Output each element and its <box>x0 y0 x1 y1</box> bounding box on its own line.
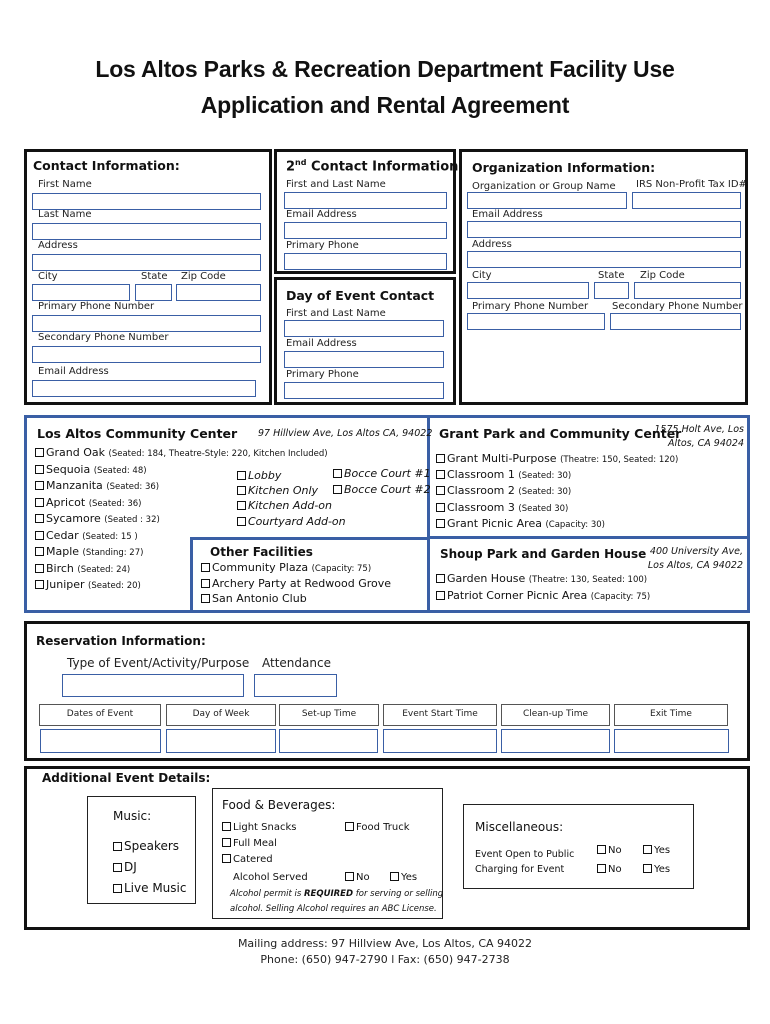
second-contact-phone-field[interactable] <box>284 253 447 270</box>
reservation-input-field[interactable] <box>166 729 276 753</box>
first-name-field[interactable] <box>32 193 261 210</box>
org-secondary-phone-label: Secondary Phone Number <box>612 301 743 312</box>
shoup-room-option[interactable]: Garden House (Theatre: 130, Seated: 100) <box>436 572 647 585</box>
day-contact-phone-label: Primary Phone <box>286 369 359 380</box>
org-primary-phone-field[interactable] <box>467 313 605 330</box>
other-facility-option[interactable]: San Antonio Club <box>201 592 307 605</box>
lacc-room-option[interactable]: Apricot (Seated: 36) <box>35 496 142 509</box>
secondary-phone-field[interactable] <box>32 346 261 363</box>
irs-field[interactable] <box>632 192 741 209</box>
checkbox-icon <box>436 503 445 512</box>
speakers-option[interactable]: Speakers <box>113 839 179 853</box>
org-email-field[interactable] <box>467 221 741 238</box>
food-label: Food & Beverages: <box>222 798 336 812</box>
reservation-column-header: Event Start Time <box>383 704 497 726</box>
checkbox-icon <box>35 564 44 573</box>
event-type-field[interactable] <box>62 674 244 697</box>
checkbox-icon <box>35 481 44 490</box>
checkbox-icon <box>113 863 122 872</box>
reservation-input-field[interactable] <box>614 729 729 753</box>
checkbox-icon <box>35 514 44 523</box>
checkbox-icon <box>436 486 445 495</box>
attendance-field[interactable] <box>254 674 337 697</box>
checkbox-icon <box>222 854 231 863</box>
checkbox-icon <box>201 579 210 588</box>
day-contact-name-label: First and Last Name <box>286 308 386 319</box>
checkbox-icon <box>597 845 606 854</box>
lacc-room-option[interactable]: Sequoia (Seated: 48) <box>35 463 147 476</box>
org-city-field[interactable] <box>467 282 589 299</box>
reservation-input-field[interactable] <box>383 729 497 753</box>
lacc-address: 97 Hillview Ave, Los Altos CA, 94022 <box>258 428 433 439</box>
other-facility-option[interactable]: Community Plaza (Capacity: 75) <box>201 561 371 574</box>
reservation-input-field[interactable] <box>501 729 610 753</box>
org-address-field[interactable] <box>467 251 741 268</box>
lacc-room-option[interactable]: Cedar (Seated: 15 ) <box>35 529 138 542</box>
primary-phone-field[interactable] <box>32 315 261 332</box>
org-name-field[interactable] <box>467 192 627 209</box>
second-contact-email-label: Email Address <box>286 209 357 220</box>
day-contact-email-label: Email Address <box>286 338 357 349</box>
checkbox-icon <box>237 471 246 480</box>
event-type-label: Type of Event/Activity/Purpose <box>67 656 250 670</box>
checkbox-icon <box>237 517 246 526</box>
org-zip-label: Zip Code <box>640 270 685 281</box>
public-yes-option[interactable]: Yes <box>643 845 670 856</box>
checkbox-icon <box>35 547 44 556</box>
checkbox-icon <box>333 485 342 494</box>
phone-fax: Phone: (650) 947-2790 l Fax: (650) 947-2738 <box>260 953 510 966</box>
grant-heading: Grant Park and Community Center <box>439 426 682 441</box>
music-label: Music: <box>113 809 152 823</box>
bocce-court-1-option[interactable]: Bocce Court #1 <box>333 467 431 480</box>
zip-field[interactable] <box>176 284 261 301</box>
kitchen-addon-option[interactable]: Kitchen Add-on <box>237 499 332 512</box>
org-city-label: City <box>472 270 492 281</box>
reservation-column-header: Dates of Event <box>39 704 161 726</box>
alcohol-note-line2: alcohol. Selling Alcohol requires an ABC License. <box>230 904 437 914</box>
lacc-room-option[interactable]: Birch (Seated: 24) <box>35 562 130 575</box>
city-field[interactable] <box>32 284 130 301</box>
checkbox-icon <box>35 580 44 589</box>
irs-label: IRS Non-Profit Tax ID# <box>636 179 747 190</box>
shoup-room-option[interactable]: Patriot Corner Picnic Area (Capacity: 75) <box>436 589 650 602</box>
checkbox-icon <box>222 838 231 847</box>
day-of-event-heading: Day of Event Contact <box>286 288 435 303</box>
other-facilities-heading: Other Facilities <box>210 545 313 559</box>
checkbox-icon <box>35 465 44 474</box>
alcohol-yes-option[interactable]: Yes <box>390 872 417 883</box>
checkbox-icon <box>333 469 342 478</box>
last-name-label: Last Name <box>38 209 92 220</box>
public-no-option[interactable]: No <box>597 845 622 856</box>
lacc-room-option[interactable]: Grand Oak (Seated: 184, Theatre-Style: 220, Kitchen Included) <box>35 446 328 459</box>
dj-option[interactable]: DJ <box>113 860 137 874</box>
contact-info-heading: Contact Information: <box>33 158 180 173</box>
reservation-input-field[interactable] <box>40 729 161 753</box>
full-meal-option[interactable]: Full Meal <box>222 838 277 849</box>
org-address-label: Address <box>472 239 512 250</box>
reservation-heading: Reservation Information: <box>36 634 206 648</box>
grant-room-option[interactable]: Classroom 2 (Seated: 30) <box>436 484 571 497</box>
second-contact-name-field[interactable] <box>284 192 447 209</box>
day-contact-phone-field[interactable] <box>284 382 444 399</box>
lobby-option[interactable]: Lobby <box>237 469 281 482</box>
zip-label: Zip Code <box>181 271 226 282</box>
lacc-room-option[interactable]: Juniper (Seated: 20) <box>35 578 141 591</box>
checkbox-icon <box>237 501 246 510</box>
reservation-column-header: Exit Time <box>614 704 728 726</box>
mailing-address: Mailing address: 97 Hillview Ave, Los Altos, CA 94022 <box>237 937 533 950</box>
checkbox-icon <box>35 498 44 507</box>
checkbox-icon <box>201 594 210 603</box>
second-contact-heading: 2nd Contact Information <box>286 158 459 175</box>
org-secondary-phone-field[interactable] <box>610 313 741 330</box>
email-field[interactable] <box>32 380 256 397</box>
primary-phone-label: Primary Phone Number <box>38 301 155 312</box>
reservation-column-header: Clean-up Time <box>501 704 610 726</box>
additional-heading: Additional Event Details: <box>42 771 211 785</box>
checkbox-icon <box>390 872 399 881</box>
reservation-column-header: Set-up Time <box>279 704 379 726</box>
grant-room-option[interactable]: Grant Multi-Purpose (Theatre: 150, Seated: 120) <box>436 452 678 465</box>
alcohol-note: Alcohol permit is REQUIRED for serving or selling <box>230 889 444 899</box>
attendance-label: Attendance <box>262 656 331 670</box>
checkbox-icon <box>345 872 354 881</box>
lacc-room-option[interactable]: Sycamore (Seated : 32) <box>35 512 160 525</box>
organization-heading: Organization Information: <box>472 160 656 175</box>
org-zip-field[interactable] <box>634 282 741 299</box>
shoup-heading: Shoup Park and Garden House <box>440 547 647 561</box>
grant-room-option[interactable]: Classroom 1 (Seated: 30) <box>436 468 571 481</box>
address-label: Address <box>38 240 78 251</box>
open-to-public-label: Event Open to Public <box>475 849 575 860</box>
checkbox-icon <box>436 574 445 583</box>
courtyard-addon-option[interactable]: Courtyard Add-on <box>237 515 346 528</box>
org-state-label: State <box>598 270 625 281</box>
checkbox-icon <box>436 519 445 528</box>
grant-address: 1575 Holt Ave, Los Altos, CA 94024 <box>654 424 744 449</box>
checkbox-icon <box>436 454 445 463</box>
charging-no-option[interactable]: No <box>597 864 622 875</box>
page-title: Los Altos Parks & Recreation Department Facility Use <box>95 56 675 82</box>
checkbox-icon <box>643 864 652 873</box>
checkbox-icon <box>35 448 44 457</box>
second-contact-email-field[interactable] <box>284 222 447 239</box>
reservation-input-field[interactable] <box>279 729 378 753</box>
page-subtitle: Application and Rental Agreement <box>200 92 570 118</box>
grant-room-option[interactable]: Classroom 3 (Seated 30) <box>436 501 568 514</box>
day-contact-name-field[interactable] <box>284 320 444 337</box>
charging-yes-option[interactable]: Yes <box>643 864 670 875</box>
catered-option[interactable]: Catered <box>222 854 273 865</box>
second-contact-phone-label: Primary Phone <box>286 240 359 251</box>
checkbox-icon <box>237 486 246 495</box>
misc-label: Miscellaneous: <box>475 820 564 834</box>
alcohol-served-label: Alcohol Served <box>233 872 308 883</box>
light-snacks-option[interactable]: Light Snacks <box>222 822 296 833</box>
email-label: Email Address <box>38 366 109 377</box>
org-name-label: Organization or Group Name <box>472 181 616 192</box>
bocce-court-2-option[interactable]: Bocce Court #2 <box>333 483 431 496</box>
checkbox-icon <box>643 845 652 854</box>
checkbox-icon <box>201 563 210 572</box>
other-facility-option[interactable]: Archery Party at Redwood Grove <box>201 577 391 590</box>
lacc-heading: Los Altos Community Center <box>37 426 238 441</box>
org-state-field[interactable] <box>594 282 629 299</box>
secondary-phone-label: Secondary Phone Number <box>38 332 169 343</box>
lacc-room-option[interactable]: Maple (Standing: 27) <box>35 545 143 558</box>
checkbox-icon <box>113 884 122 893</box>
first-name-label: First Name <box>38 179 92 190</box>
org-primary-phone-label: Primary Phone Number <box>472 301 589 312</box>
checkbox-icon <box>222 822 231 831</box>
charging-label: Charging for Event <box>475 864 565 875</box>
grant-shoup-divider <box>428 536 748 539</box>
reservation-column-header: Day of Week <box>166 704 276 726</box>
checkbox-icon <box>436 470 445 479</box>
state-field[interactable] <box>135 284 172 301</box>
alcohol-no-option[interactable]: No <box>345 872 370 883</box>
last-name-field[interactable] <box>32 223 261 240</box>
lacc-room-option[interactable]: Manzanita (Seated: 36) <box>35 479 159 492</box>
live-music-option[interactable]: Live Music <box>113 881 186 895</box>
checkbox-icon <box>113 842 122 851</box>
food-truck-option[interactable]: Food Truck <box>345 822 410 833</box>
state-label: State <box>141 271 168 282</box>
kitchen-only-option[interactable]: Kitchen Only <box>237 484 318 497</box>
checkbox-icon <box>597 864 606 873</box>
city-label: City <box>38 271 58 282</box>
org-email-label: Email Address <box>472 209 543 220</box>
grant-room-option[interactable]: Grant Picnic Area (Capacity: 30) <box>436 517 605 530</box>
second-contact-name-label: First and Last Name <box>286 179 386 190</box>
day-contact-email-field[interactable] <box>284 351 444 368</box>
shoup-address: 400 University Ave, Los Altos, CA 94022 <box>647 546 743 571</box>
checkbox-icon <box>436 591 445 600</box>
checkbox-icon <box>35 531 44 540</box>
checkbox-icon <box>345 822 354 831</box>
address-field[interactable] <box>32 254 261 271</box>
